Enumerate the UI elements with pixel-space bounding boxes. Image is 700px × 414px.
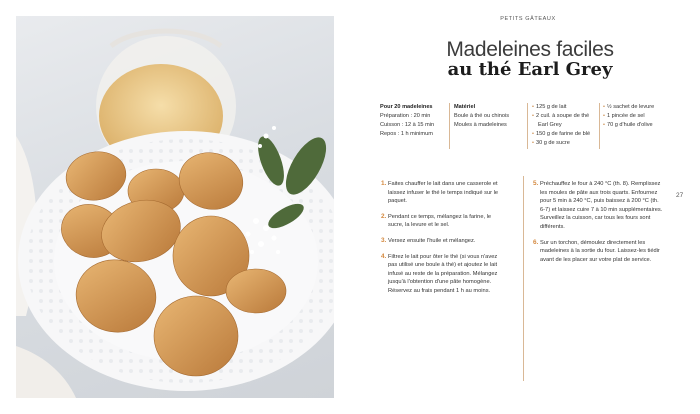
ingredients-col2 [603,103,654,130]
madeleines-illustration [16,16,334,398]
info-divider [527,103,528,149]
ingredient-item: • 1 pincée de sel [603,112,645,119]
cook-time: Cuisson : 12 à 15 min [380,121,435,128]
ingredient-item: • 30 g de sucre [532,139,570,146]
ingredient-item: • 125 g de lait [532,104,567,110]
section-label: PETITS GÂTEAUX [500,16,556,22]
step-item: 5. Préchauffez le four à 240 °C (th. 8). Remplissez les moules de pâte aux trois quarts. Enfournez pour 5 min à 240 °C, puis baissez à 200 °C (th. 6-7) et laissez cuire 7 à 10 min supplémentaires. Surveillez la cuisson, car tous les fours sont différents. [533,180,663,230]
ingredient-item: • 150 g de farine de blé [532,130,591,137]
ingredient-item: • 70 g d'huile d'olive [603,121,653,128]
recipe-title-line2: au thé Earl Grey [447,59,613,80]
ingredient-item: • 2 cuil. à soupe de thé [532,112,590,119]
equipment-item: Boule à thé ou chinois [454,112,510,119]
column-divider [523,176,524,381]
recipe-info [380,103,452,139]
step-item: 6. Sur un torchon, démoulez directement les madeleines à la sortie du four. Laissez-les tiédir avant de les placer sur votre plat de service. [533,238,660,263]
step-item: 3. Versez ensuite l'huile et mélangez. [381,236,476,244]
ingredient-item: Earl Grey [538,121,562,128]
step-item: 2. Pendant ce temps, mélangez la farine, le sucre, la levure et le sel. [381,212,492,229]
recipe-title-line1: Madeleines faciles [446,38,614,61]
ingredients-col1 [532,103,590,148]
ingredient-item: • ½ sachet de levure [603,104,655,110]
steps-right [533,180,663,271]
info-divider [599,103,600,149]
page-number: 27 [676,192,684,199]
servings: Pour 20 madeleines [380,104,433,110]
equipment-title: Matériel [454,104,476,110]
info-divider [449,103,450,149]
equipment-block [454,103,524,130]
prep-time: Préparation : 20 min [380,112,431,119]
steps-left [381,180,507,303]
equipment-item: Moules à madeleines [454,121,507,128]
rest-time: Repos : 1 h minimum [380,130,433,137]
recipe-photo [16,16,334,398]
step-item: 4. Filtrez le lait pour ôter le thé (si vous n'avez pas utilisé une boule à thé) et ajoutez le lait infusé au reste de la préparation. Mélangez jusqu'à l'obtention d'une pâte homogène. Réservez au frais pendant 1 h au moins. [381,252,498,294]
step-item: 1. Faites chauffer le lait dans une casserole et laissez infuser le thé le temps indiqué sur le paquet. [381,180,499,205]
